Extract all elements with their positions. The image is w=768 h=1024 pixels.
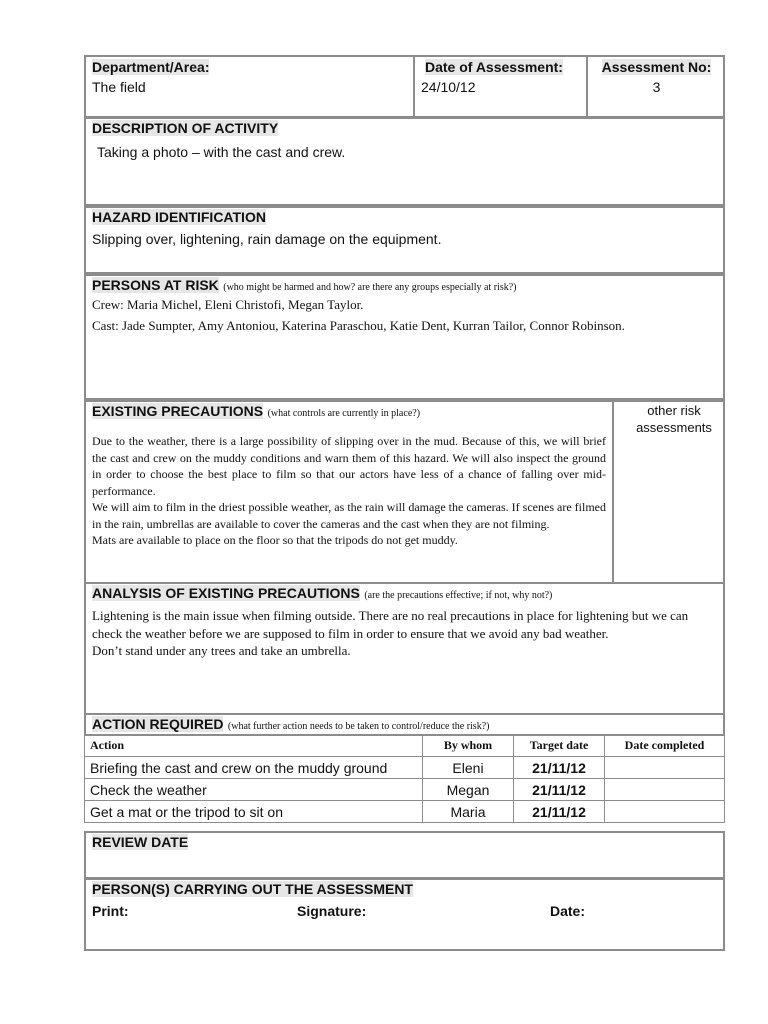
action-table (84, 734, 725, 823)
review-date-section (84, 831, 725, 879)
table-header-row (85, 735, 725, 757)
analysis-paragraph: Lightening is the main issue when filming outside. There are no real precautions in place for lightening but we can check the weather before we are supposed to film in order to ensure that we avoid any bad weather. (92, 608, 689, 641)
hazard-text: Slipping over, lightening, rain damage on the equipment. (92, 231, 442, 247)
assessors-fields (92, 903, 717, 923)
target-date-cell: 21/11/12 (514, 779, 605, 801)
column-header-date-completed: Date completed (605, 735, 725, 757)
date-completed-cell (605, 801, 725, 823)
other-risk-assessments-note: other risk assessments (636, 403, 712, 435)
precautions-hint: (what controls are currently in place?) (267, 408, 421, 419)
analysis-section (84, 582, 725, 715)
by-whom-cell: Megan (423, 779, 514, 801)
analysis-title: ANALYSIS OF EXISTING PRECAUTIONS (92, 585, 360, 601)
number-value: 3 (652, 79, 661, 95)
target-date-cell: 21/11/12 (514, 757, 605, 779)
assessors-section (84, 878, 725, 951)
description-text: Taking a photo – with the cast and crew. (97, 144, 346, 160)
action-required-hint: (what further action needs to be taken to control/reduce the risk?) (227, 721, 490, 732)
action-cell: Get a mat or the tripod to sit on (85, 801, 423, 823)
precautions-paragraph: Mats are available to place on the floor so that the tripods do not get muddy. (92, 533, 458, 547)
date-value: 24/10/12 (421, 79, 476, 95)
cast-list: Cast: Jade Sumpter, Amy Antoniou, Katerina Paraschou, Katie Dent, Kurran Tailor, Connor Robinson. (92, 318, 625, 333)
by-whom-cell: Eleni (423, 757, 514, 779)
department-label: Department/Area: (92, 59, 210, 75)
header-row (84, 55, 725, 118)
existing-precautions-section (84, 400, 725, 584)
signature-label: Signature: (297, 903, 367, 919)
action-cell: Briefing the cast and crew on the muddy ground (85, 757, 423, 779)
crew-list: Crew: Maria Michel, Eleni Christofi, Megan Taylor. (92, 297, 364, 312)
target-date-cell: 21/11/12 (514, 801, 605, 823)
description-title: DESCRIPTION OF ACTIVITY (92, 120, 279, 136)
print-label: Print: (92, 903, 129, 919)
column-header-by-whom: By whom (423, 735, 514, 757)
number-cell (588, 57, 725, 116)
precautions-body (92, 433, 606, 549)
date-completed-cell (605, 757, 725, 779)
date-label: Date: (550, 903, 586, 919)
by-whom-cell: Maria (423, 801, 514, 823)
description-section (84, 117, 725, 206)
column-header-action: Action (85, 735, 423, 757)
assessors-title: PERSON(S) CARRYING OUT THE ASSESSMENT (92, 881, 413, 897)
precautions-title: EXISTING PRECAUTIONS (92, 403, 264, 419)
persons-at-risk-section (84, 274, 725, 400)
hazard-section (84, 206, 725, 274)
department-cell (86, 57, 415, 116)
analysis-body (92, 607, 717, 660)
department-value: The field (92, 79, 146, 95)
analysis-hint: (are the precautions effective; if not, why not?) (364, 590, 553, 601)
column-header-target-date: Target date (514, 735, 605, 757)
review-date-title: REVIEW DATE (92, 834, 189, 850)
precautions-main (86, 402, 614, 582)
number-label: Assessment No: (601, 59, 712, 75)
precautions-paragraph: Due to the weather, there is a large possibility of slipping over in the mud. Because of this, we will brief the cast and crew on the muddy conditions and warn them of this hazard. We will also inspect the ground in order to choose the best place to film so that our actors have less of a chance of falling over mid-performance. (92, 434, 606, 498)
action-required-title: ACTION REQUIRED (92, 716, 224, 732)
table-row (85, 779, 725, 801)
persons-at-risk-title: PERSONS AT RISK (92, 277, 219, 293)
precautions-paragraph: We will aim to film in the driest possible weather, as the rain will damage the cameras. If scenes are filmed in the rain, umbrellas are available to cover the cameras and the cast when they are not filming. (92, 500, 606, 531)
action-required-header (84, 713, 725, 736)
table-row (85, 757, 725, 779)
date-label: Date of Assessment: (425, 59, 563, 75)
date-completed-cell (605, 779, 725, 801)
action-cell: Check the weather (85, 779, 423, 801)
hazard-title: HAZARD IDENTIFICATION (92, 209, 266, 225)
date-cell (415, 57, 588, 116)
persons-at-risk-hint: (who might be harmed and how? are there any groups especially at risk?) (223, 282, 517, 293)
table-row (85, 801, 725, 823)
analysis-paragraph: Don’t stand under any trees and take an umbrella. (92, 643, 351, 658)
